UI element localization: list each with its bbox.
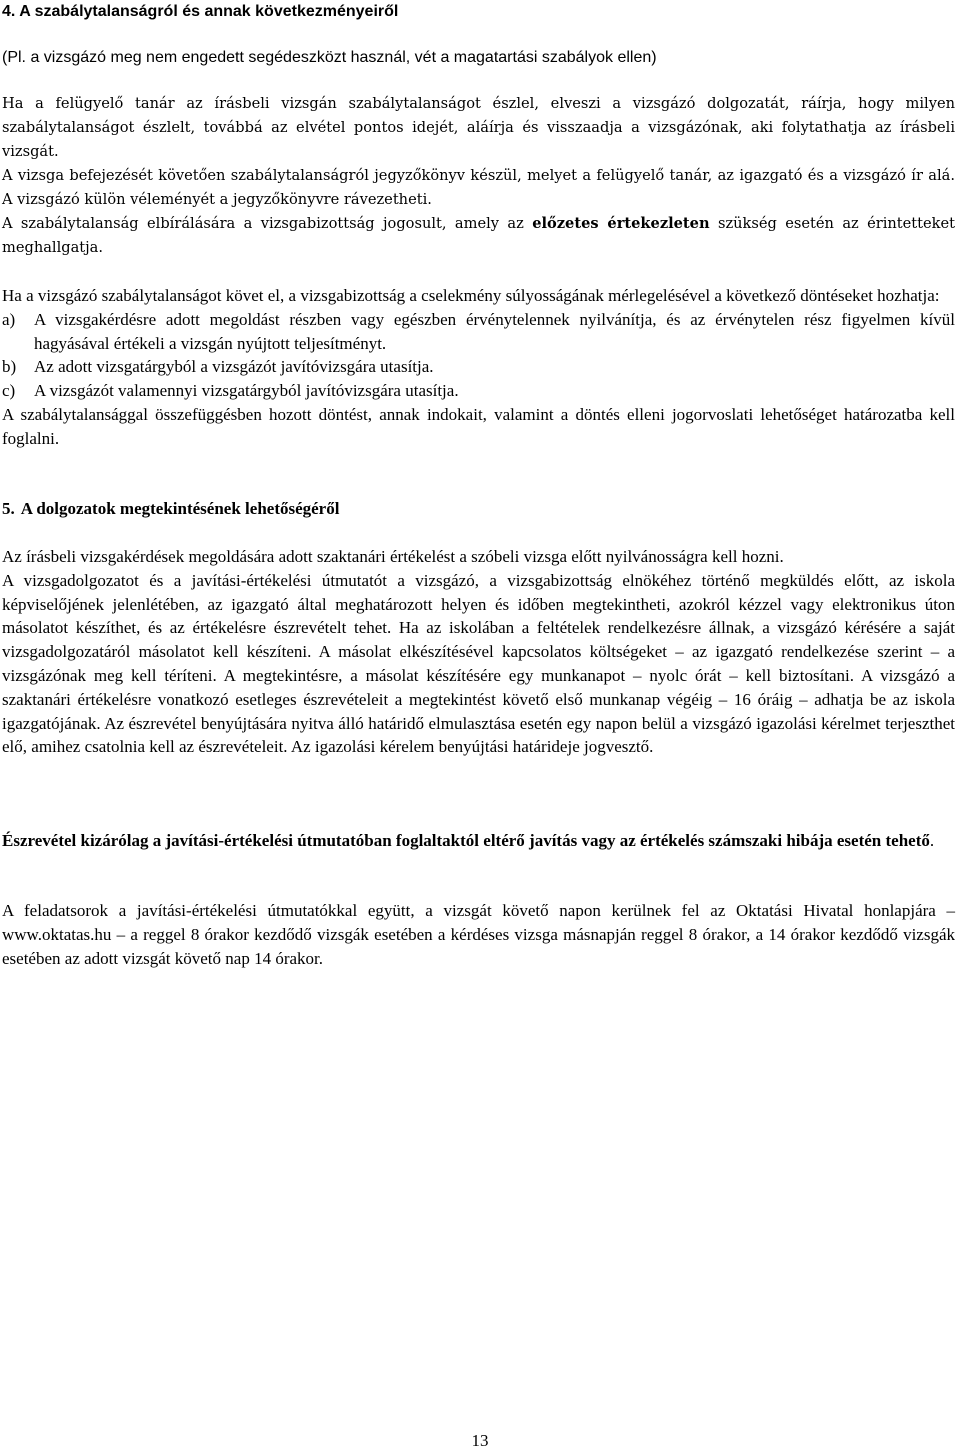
list-item — [2, 308, 955, 356]
decisions-intro: Ha a vizsgázó szabálytalanságot követ el, a vizsgabizottság a cselekmény súlyosságának mérlegelésével a következő döntéseket hozhatja: — [2, 286, 940, 305]
section-5-number: 5. — [2, 499, 15, 518]
section-5-inspection-block — [2, 545, 955, 759]
paragraph-inspection-rules: A vizsgadolgozatot és a javítási-értékelési útmutatót a vizsgázó, a vizsgabizottság elnökéhez történő megküldés előtt, az iskola képviselőjének jelenlétében, az igazgató által meghatározott helyen és időben megtekintheti, azokról kézzel vagy elektronikus úton másolatot készíthet, és az értékelésre észrevételt tehet. Ha az iskolában a feltételek rendelkezésre állnak, a vizsgázó kérésére a saját vizsgadolgozatáról másolatot kell készíteni. A másolat elkészítésével kapcsolatos költségeket – az igazgató rendelkezése szerint – a vizsgázónak meg kell téríteni. A megtekintésre, a másolat készítésére egy munkanapot – nyolc órát – kell biztosítani. A vizsgázó a szaktanári értékelésre vonatkozó esetleges észrevételeit a megtekintést követő első munkanap végéig – 16 óráig – adhatja be az iskola igazgatójának. Az észrevétel benyújtására nyitva álló határidő elmulasztása esetén egy napon belül a vizsgázó igazolási kérelmet terjeszthet elő, amihez csatolnia kell az észrevételeit. Az igazolási kérelem benyújtási határideje jogvesztő. — [2, 570, 955, 757]
paragraph-irregularity-detection: Ha a felügyelő tanár az írásbeli vizsgán szabálytalanságot észlel, elveszi a vizsgázó dolgozatát, ráírja, hogy milyen szabálytalanságot észlelt, továbbá az elvétel pontos idejét, aláírja és visszaadja a vizsgázónak, aki folytathatja az írásbeli vizsgát. — [2, 95, 955, 160]
paragraph-protocol: A vizsga befejezését követően szabálytalanságról jegyzőkönyv készül, melyet a felügyelő tanár, az igazgató és a vizsgázó ír alá. A vizsgázó külön véleményét a jegyzőkönyvre rávezetheti. — [2, 167, 955, 208]
section-5-heading — [2, 497, 339, 521]
section-5-title — [2, 497, 339, 521]
bold-statement-tail: . — [929, 831, 935, 850]
section-4-title: 4. A szabálytalanságról és annak következményeiről — [2, 3, 399, 20]
list-text: A vizsgázót valamennyi vizsgatárgyból javítóvizsgára utasítja. — [34, 381, 459, 401]
list-item — [2, 379, 955, 403]
list-text: A vizsgakérdésre adott megoldást részben vagy egészben érvénytelennek nyilvánítja, és az érvénytelen rész figyelmen kívül hagyásával értékeli a vizsgán nyújtott teljesítményt. — [34, 309, 955, 353]
section-5-publication-block — [2, 899, 955, 970]
page-number: 13 — [471, 1431, 489, 1450]
section-4-subtitle: (Pl. a vizsgázó meg nem engedett segédeszközt használ, vét a magatartási szabályok ellen) — [2, 49, 657, 66]
list-text: Az adott vizsgatárgyból a vizsgázót javítóvizsgára utasítja. — [34, 357, 434, 377]
paragraph-judgement-before: A szabálytalanság elbírálására a vizsgabizottság jogosult, amely az — [2, 215, 533, 232]
list-marker: a) — [2, 309, 16, 329]
paragraph-judgement-bold: előzetes értekezleten — [532, 215, 710, 232]
decisions-outro: A szabálytalansággal összefüggésben hozott döntést, annak indokait, valamint a döntés elleni jogorvoslati lehetőséget határozatba kell foglalni. — [2, 404, 955, 448]
section-5-title-text: A dolgozatok megtekintésének lehetőségéről — [20, 499, 340, 518]
paragraph-publication: Az írásbeli vizsgakérdések megoldására adott szaktanári értékelést a szóbeli vizsga előtt nyilvánosságra kell hozni. — [2, 547, 784, 566]
list-marker: b) — [2, 357, 17, 377]
section-4-rules-block — [2, 92, 955, 260]
paragraph-judgement-after: szükség esetén az érintetteket meghallgatja. — [2, 215, 955, 256]
decisions-block — [2, 284, 955, 451]
list-marker: c) — [2, 381, 16, 401]
bold-statement-main: Észrevétel kizárólag a javítási-értékelési útmutatóban foglaltaktól eltérő javítás vagy az értékelés számszaki hibája esetén tehető — [2, 831, 930, 850]
paragraph-online-publication: A feladatsorok a javítási-értékelési útmutatókkal együtt, a vizsgát követő napon kerülnek fel az Oktatási Hivatal honlapjára – www.oktatas.hu – a reggel 8 órakor kezdődő vizsgák esetében a kérdéses vizsga másnapján reggel 8 órakor, a 14 órakor kezdődő vizsgák esetében az adott vizsgát követő nap 14 órakor. — [2, 901, 955, 968]
bold-statement-text — [2, 829, 955, 853]
bold-statement — [2, 829, 955, 853]
list-item — [2, 355, 955, 379]
paragraph-judgement — [2, 212, 955, 260]
